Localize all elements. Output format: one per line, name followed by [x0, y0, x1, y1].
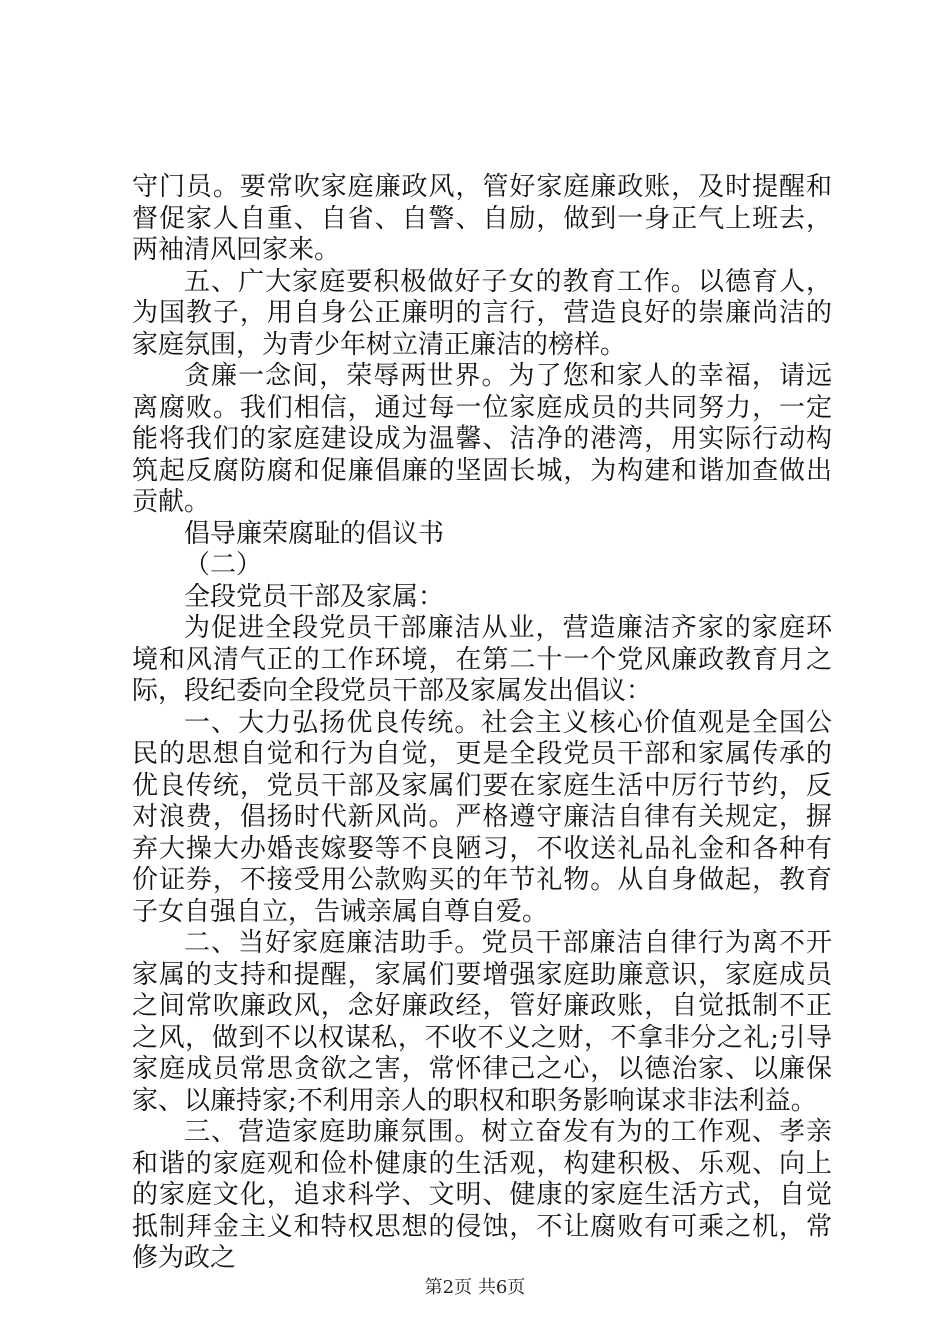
section-title: 倡导廉荣腐耻的倡议书 [184, 518, 445, 549]
paragraph-item-three: 三、营造家庭助廉氛围。树立奋发有为的工作观、孝亲和谐的家庭观和俭朴健康的生活观，构建积极、乐观、向上的家庭文化，追求科学、文明、健康的家庭生活方式，自觉抵制拜金主义和特权思想的侵蚀，不让腐败有可乘之机，常修为政之 [132, 1117, 832, 1273]
paragraph-item-five: 五、广大家庭要积极做好子女的教育工作。以德育人，为国教子，用自身公正廉明的言行，营造良好的崇廉尚洁的家庭氛围，为青少年树立清正廉洁的榜样。 [132, 266, 832, 360]
paragraph-intro: 为促进全段党员干部廉洁从业，营造廉洁齐家的家庭环境和风清气正的工作环境，在第二十一个党风廉政教育月之际，段纪委向全段党员干部及家属发出倡议： [132, 613, 832, 706]
paragraph-closing: 贪廉一念间，荣辱两世界。为了您和家人的幸福，请远离腐败。我们相信，通过每一位家庭成员的共同努力，一定能将我们的家庭建设成为温馨、洁净的港湾，用实际行动构筑起反腐防腐和促廉倡廉的坚固长城，为构建和谐加查做出贡献。 [132, 361, 832, 517]
paragraph-item-one: 一、大力弘扬优良传统。社会主义核心价值观是全国公民的思想自觉和行为自觉，更是全段党员干部和家属传承的优良传统，党员干部及家属们要在家庭生活中厉行节约，反对浪费，倡扬时代新风尚。严格遵守廉洁自律有关规定，摒弃大操大办婚丧嫁娶等不良陋习，不收送礼品礼金和各种有价证券，不接受用公款购买的年节礼物。从自身做起，教育子女自强自立，告诫亲属自尊自爱。 [132, 707, 832, 927]
paragraph-item-two: 二、当好家庭廉洁助手。党员干部廉洁自律行为离不开家属的支持和提醒，家属们要增强家庭助廉意识，家庭成员之间常吹廉政风，念好廉政经，管好廉政账，自觉抵制不正之风，做到不以权谋私，不收不义之财，不拿非分之礼;引导家庭成员常思贪欲之害，常怀律己之心，以德治家、以廉保家、以廉持家;不利用亲人的职权和职务影响谋求非法利益。 [132, 928, 832, 1116]
salutation: 全段党员干部及家属： [184, 581, 445, 612]
paragraph-continuation: 守门员。要常吹家庭廉政风，管好家庭廉政账，及时提醒和督促家人自重、自省、自警、自励，做到一身正气上班去，两袖清风回家来。 [132, 172, 832, 265]
document-body [132, 172, 832, 1275]
page-number-footer: 第2页 共6页 [424, 1277, 526, 1298]
section-number: （二） [184, 550, 263, 580]
